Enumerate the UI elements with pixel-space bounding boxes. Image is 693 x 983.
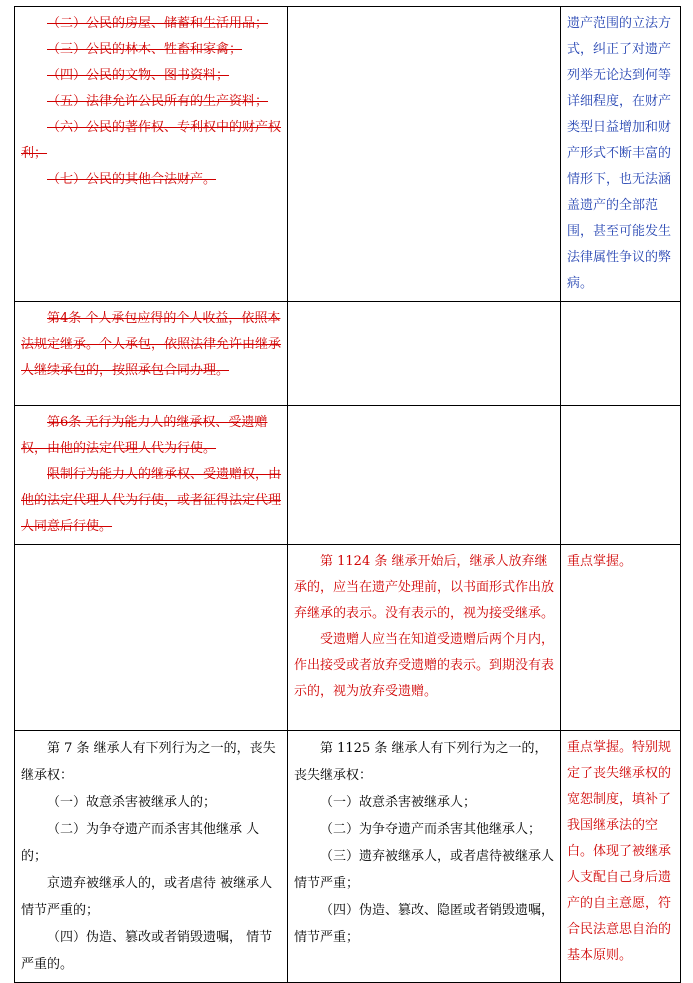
old-law-article: 第4条 个人承包应得的个人收益，依照本法规定继承。个人承包，依照法律允许由继承人继续承包的，按照承包合同办理。 [21, 311, 282, 378]
new-law-cell [288, 731, 561, 983]
new-law-item: （三）遗弃被继承人，或者虐待被继承人情节严重； [294, 849, 555, 891]
old-law-cell [15, 7, 288, 302]
table-row [15, 7, 681, 302]
old-law-article: 第6条 无行为能力人的继承权、受遗赠权，由他的法定代理人代为行使。 [21, 415, 268, 456]
law-comparison-table [14, 6, 681, 983]
old-law-article: 第 7 条 继承人有下列行为之一的，丧失继承权： [21, 741, 276, 783]
new-law-cell [288, 7, 561, 302]
old-law-item: （三）公民的林木、牲畜和家禽； [47, 42, 243, 57]
old-law-item: （四）伪造、篡改或者销毁遗嘱， 情节严重的。 [21, 930, 273, 972]
old-law-item: 京遗弃被继承人的，或者虐待 被继承人情节严重的； [21, 876, 273, 918]
old-law-item: （二）为争夺遗产而杀害其他继承 人的； [21, 822, 260, 864]
table-row [15, 302, 681, 406]
old-law-article: 限制行为能力人的继承权、受遗赠权，由他的法定代理人代为行使，或者征得法定代理人同意后行使。 [21, 467, 282, 534]
old-law-cell [15, 302, 288, 406]
note-cell [561, 406, 681, 545]
note-cell [561, 7, 681, 302]
note-text: 遗产范围的立法方式，纠正了对遗产列举无论达到何等详细程度，在财产类型日益增加和财产形式不断丰富的情形下，也无法涵盖遗产的全部范围，甚至可能发生法律属性争议的弊病。 [567, 16, 672, 291]
table-row [15, 406, 681, 545]
new-law-item: （一）故意杀害被继承人； [320, 795, 477, 810]
new-law-cell [288, 302, 561, 406]
old-law-item: （七）公民的其他合法财产。 [47, 172, 217, 187]
old-law-item: （四）公民的文物、图书资料； [47, 68, 230, 83]
new-law-item: （二）为争夺遗产而杀害其他继承人； [320, 822, 542, 837]
note-cell [561, 731, 681, 983]
note-text: 重点掌握。特别规定了丧失继承权的宽恕制度，填补了我国继承法的空白。体现了被继承人支配自己身后遗产的自主意愿，符合民法意思自治的基本原则。 [567, 740, 672, 963]
new-law-article: 第 1124 条 继承开始后，继承人放弃继承的，应当在遗产处理前，以书面形式作出放弃继承的表示。没有表示的，视为接受继承。 [294, 554, 555, 621]
old-law-cell [15, 406, 288, 545]
table-row [15, 545, 681, 731]
new-law-article: 受遗赠人应当在知道受遗赠后两个月内，作出接受或者放弃受遗赠的表示。到期没有表示的，视为放弃受遗赠。 [294, 632, 555, 699]
note-text: 重点掌握。 [567, 554, 633, 569]
note-cell [561, 302, 681, 406]
old-law-cell [15, 731, 288, 983]
new-law-cell [288, 406, 561, 545]
old-law-item: （五）法律允许公民所有的生产资料； [47, 94, 269, 109]
new-law-cell [288, 545, 561, 731]
table-row [15, 731, 681, 983]
note-cell [561, 545, 681, 731]
old-law-item: （一）故意杀害被继承人的； [47, 795, 217, 810]
new-law-article: 第 1125 条 继承人有下列行为之一的，丧失继承权： [294, 741, 548, 783]
old-law-item: （六）公民的著作权、专利权中的财产权利； [21, 120, 282, 161]
old-law-item: （二）公民的房屋、储蓄和生活用品； [47, 16, 269, 31]
old-law-cell [15, 545, 288, 731]
new-law-item: （四）伪造、篡改、隐匿或者销毁遗嘱，情节严重； [294, 903, 555, 945]
